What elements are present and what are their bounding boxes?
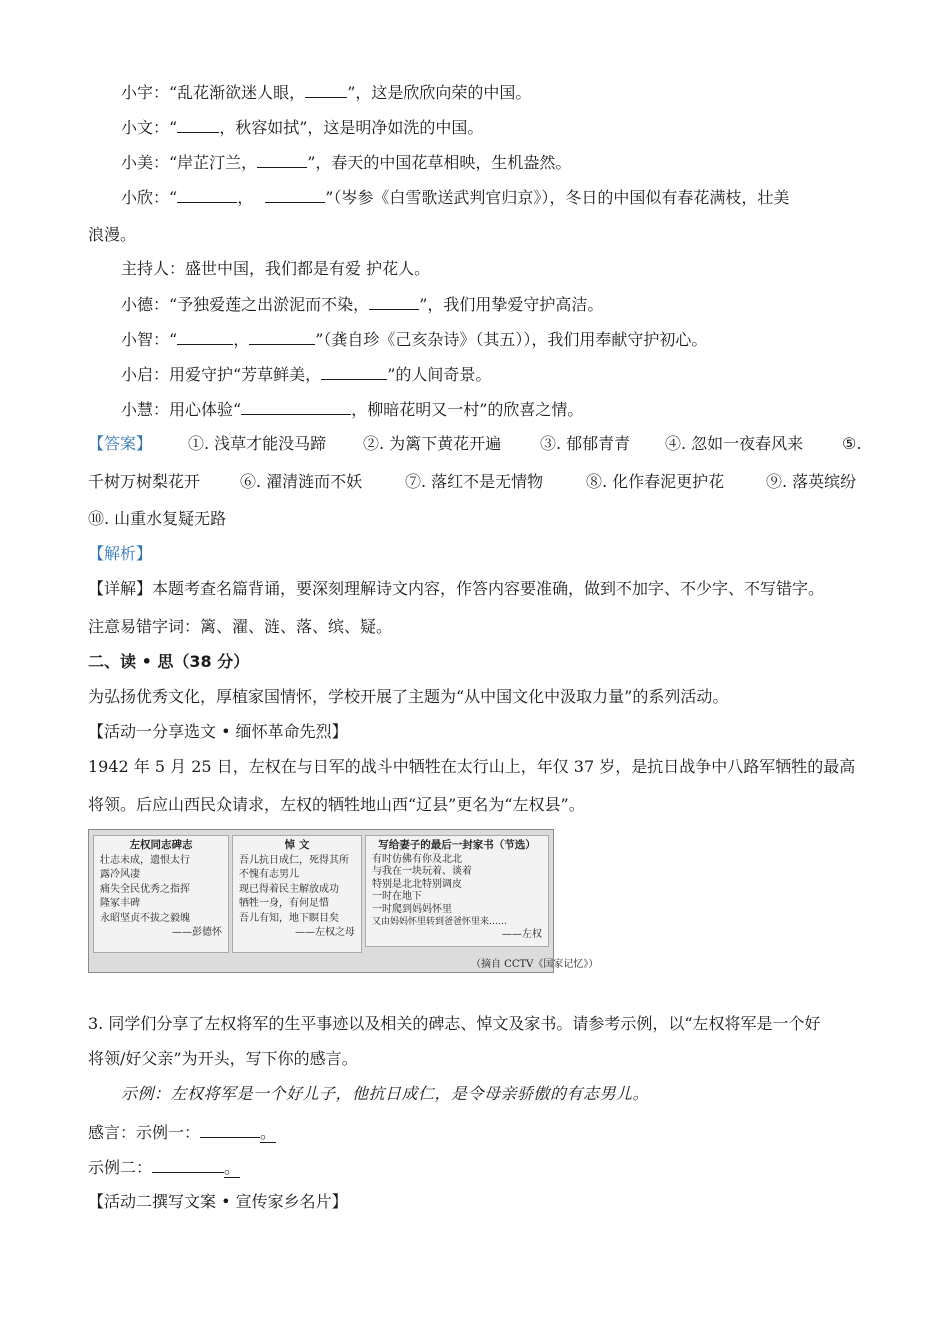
- blank: [249, 328, 315, 345]
- answer-item: ⑨. 落英缤纷: [766, 472, 857, 491]
- line-text: 小慧：用心体验“: [121, 400, 242, 419]
- panel-title: 左权同志碑志: [129, 839, 193, 851]
- panel-line: 又由妈妈怀里转到爸爸怀里来……: [372, 917, 508, 927]
- answer-line-label: 示例二：: [88, 1158, 153, 1177]
- blank[interactable]: [152, 1156, 224, 1173]
- blank: [265, 186, 325, 203]
- panel-title: 悼 文: [284, 839, 310, 851]
- line-text: ，柳暗花明又一村”的欣喜之情。: [351, 400, 584, 419]
- panel-line: 一时在地下: [372, 891, 422, 902]
- line-text: 小宇：“乱花渐欲迷人眼，: [121, 83, 306, 102]
- answer-line-end: 。: [260, 1123, 277, 1142]
- paragraph: 将领。后应山西民众请求，左权的牺牲地山西“辽县”更名为“左权县”。: [88, 795, 585, 814]
- activity-heading: 【活动一分享选文 • 缅怀革命先烈】: [88, 722, 348, 741]
- panel-line: 一时爬到妈妈怀里: [372, 903, 452, 915]
- question-stem: 3. 同学们分享了左权将军的生平事迹以及相关的碑志、悼文及家书。请参考示例，以“左权将军是一个好: [88, 1014, 821, 1033]
- panel-line: 特别是北北特别调皮: [372, 878, 462, 890]
- panel-line: 痛失全民优秀之指挥: [100, 883, 190, 895]
- panel-signature: ——左权: [502, 928, 542, 940]
- line-text: ”（龚自珍《己亥杂诗》（其五）），我们用奉献守护初心。: [315, 330, 708, 349]
- analysis-note: 注意易错字词：篱、濯、涟、落、缤、疑。: [88, 617, 393, 636]
- figure-caption: （摘自 CCTV《国家记忆》）: [471, 959, 599, 970]
- line-xiaode: [121, 293, 603, 316]
- line-xiaoxin: [121, 186, 789, 209]
- line-text: ”的人间奇景。: [387, 365, 492, 384]
- panel-line: 吾儿抗日成仁，死得其所: [239, 854, 349, 866]
- panel-signature: ——彭德怀: [172, 927, 222, 938]
- line-text: 小德：“予独爱莲之出淤泥而不染，: [121, 295, 370, 314]
- answer-item: ②. 为篱下黄花开遍: [363, 434, 502, 453]
- panel-line: 与我在一块玩着、谈着: [372, 866, 472, 877]
- answer-line-2: [88, 1156, 240, 1179]
- blank: [321, 363, 387, 380]
- line-xiaozhi: [121, 328, 707, 351]
- panel-line: 牺牲一身，有何足惜: [239, 898, 329, 909]
- answer-item: ⑧. 化作春泥更护花: [586, 472, 725, 491]
- line-text: 小启：用爱守护“芳草鲜美，: [121, 365, 322, 384]
- panel-line: 不愧有志男儿: [239, 869, 299, 880]
- line-text: ”，这是欣欣向荣的中国。: [347, 83, 532, 102]
- line-xiaoyu: [121, 81, 531, 104]
- answer-item: ⑤.: [842, 434, 862, 453]
- answer-item: ⑥. 濯清涟而不妖: [240, 472, 363, 491]
- blank: [177, 328, 233, 345]
- panel-line: 隆冢丰碑: [100, 898, 140, 909]
- blank: [241, 398, 351, 415]
- panel-line: 吾儿有知，地下瞑目矣: [239, 912, 339, 924]
- line-xiaoqi: [121, 363, 491, 386]
- line-xiaoxin-cont: 浪漫。: [88, 225, 137, 244]
- answer-line-1: [88, 1121, 276, 1144]
- answer-item: ①. 浅草才能没马蹄: [188, 434, 327, 453]
- line-text: 小美：“岸芷汀兰，: [121, 153, 258, 172]
- panel-signature: ——左权之母: [295, 927, 355, 938]
- line-text: ，秋容如拭”，这是明净如洗的中国。: [219, 118, 484, 137]
- panel-line: 露冷风凄: [100, 869, 140, 880]
- line-xiaomei: [121, 151, 571, 174]
- section-title: 二、读 • 思（38 分）: [88, 652, 250, 671]
- paragraph: 1942 年 5 月 25 日，左权在与日军的战斗中牺牲在太行山上，年仅 37 岁，是抗日战争中八路军牺牲的最高: [88, 757, 856, 776]
- answer-line-label: 感言：示例一：: [88, 1123, 201, 1142]
- line-text: 小欣：“: [121, 188, 178, 207]
- panel-line: 有时仿佛有你及北北: [372, 853, 462, 865]
- blank: [305, 81, 347, 98]
- activity-heading: 【活动二撰写文案 • 宣传家乡名片】: [88, 1192, 348, 1211]
- line-xiaohui: [121, 398, 583, 421]
- answer-item: ④. 忽如一夜春风来: [665, 434, 804, 453]
- question-stem: 将领/好父亲”为开头，写下你的感言。: [88, 1049, 358, 1068]
- panel-letter: [365, 835, 549, 947]
- answer-item: ③. 郁郁青青: [540, 434, 631, 453]
- line-text: ”，春天的中国花草相映，生机盎然。: [307, 153, 572, 172]
- answer-label: 【答案】: [88, 434, 153, 453]
- answer-item: 千树万树梨花开: [88, 472, 201, 491]
- panel-eulogy: [232, 835, 362, 953]
- blank: [369, 293, 419, 310]
- line-text: 小智：“: [121, 330, 178, 349]
- section-intro: 为弘扬优秀文化，厚植家国情怀，学校开展了主题为“从中国文化中汲取力量”的系列活动。: [88, 687, 729, 706]
- blank[interactable]: [200, 1121, 260, 1138]
- panel-epitaph: [93, 835, 229, 953]
- answer-item: ⑦. 落红不是无情物: [405, 472, 544, 491]
- documents-figure: [88, 829, 599, 973]
- panel-line: 现已得着民主解放成功: [239, 883, 339, 895]
- line-text: ”（岑参《白雪歌送武判官归京》），冬日的中国似有春花满枝，壮美: [325, 188, 790, 207]
- panel-line: 壮志未成，遗恨太行: [100, 854, 190, 866]
- line-text: ，: [237, 188, 254, 207]
- panel-title: 写给妻子的最后一封家书（节选）: [378, 839, 536, 851]
- line-host: 主持人：盛世中国，我们都是有爱 护花人。: [121, 259, 431, 278]
- question-example: 示例：左权将军是一个好儿子，他抗日成仁，是令母亲骄傲的有志男儿。: [121, 1084, 650, 1103]
- line-xiaowen: [121, 116, 483, 139]
- analysis-label: 【解析】: [88, 544, 153, 563]
- blank: [177, 186, 237, 203]
- blank: [257, 151, 307, 168]
- line-text: ，: [233, 330, 250, 349]
- answer-line-end: 。: [224, 1158, 241, 1177]
- panel-line: 永昭坚贞不拔之毅魄: [100, 912, 190, 924]
- analysis-detail: 【详解】本题考查名篇背诵，要深刻理解诗文内容，作答内容要准确，做到不加字、不少字、不写错字。: [88, 579, 825, 598]
- line-text: 小文：“: [121, 118, 178, 137]
- blank: [177, 116, 219, 133]
- line-text: ”，我们用挚爱守护高洁。: [419, 295, 604, 314]
- answer-item: ⑩. 山重水复疑无路: [88, 509, 227, 528]
